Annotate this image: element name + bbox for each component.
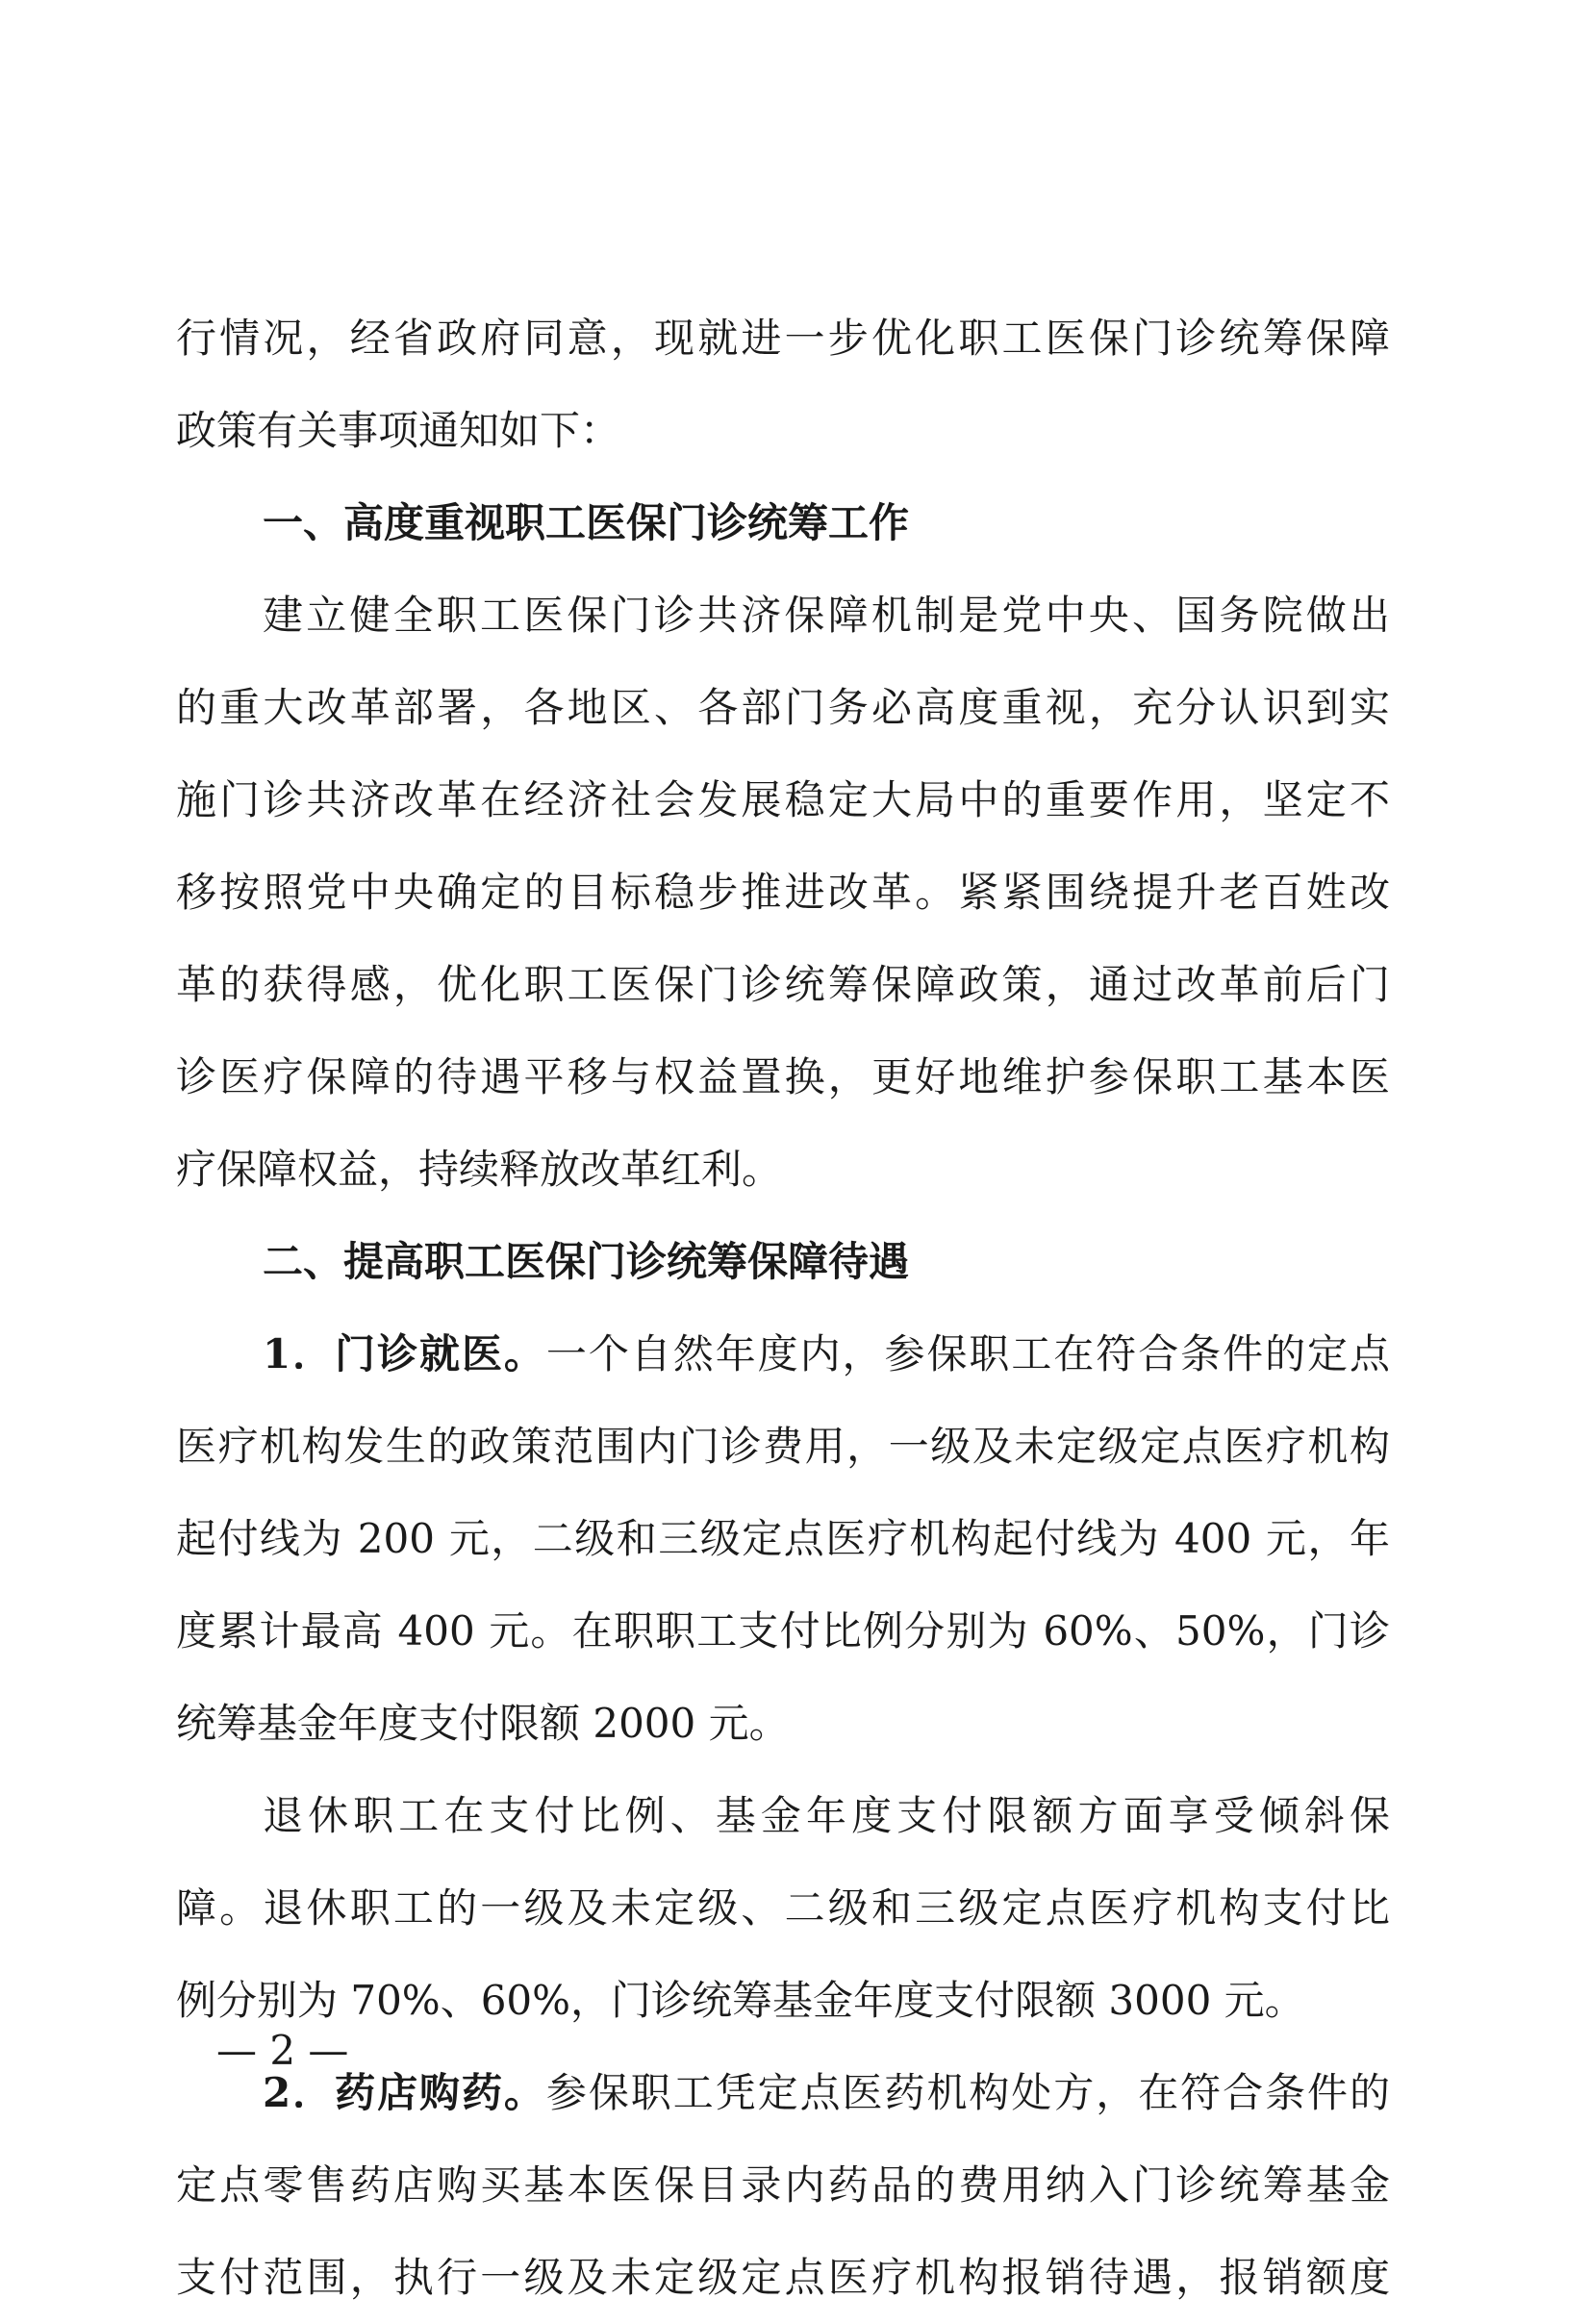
paragraph-line: 支付范围，执行一级及未定级定点医疗机构报销待遇，报销额度	[176, 2254, 1390, 2301]
item-title-pharmacy: 2．药店购药。	[263, 2069, 546, 2116]
paragraph-line: 建立健全职工医保门诊共济保障机制是党中央、国务院做出	[263, 592, 1390, 639]
paragraph-line: 退休职工在支付比例、基金年度支付限额方面享受倾斜保	[263, 1792, 1390, 1839]
paragraph-line: 疗保障权益，持续释放改革红利。	[176, 1146, 783, 1193]
paragraph-line: 诊医疗保障的待遇平移与权益置换，更好地维护参保职工基本医	[176, 1053, 1390, 1100]
paragraph-line: 革的获得感，优化职工医保门诊统筹保障政策，通过改革前后门	[176, 961, 1390, 1008]
paragraph-line	[176, 1308, 1390, 1401]
paragraph-line: 行情况，经省政府同意，现就进一步优化职工医保门诊统筹保障	[176, 315, 1390, 362]
paragraph-line	[176, 2047, 1390, 2139]
paragraph-line: 医疗机构发生的政策范围内门诊费用，一级及未定级定点医疗机构	[176, 1423, 1390, 1470]
item-title-outpatient: 1．门诊就医。	[263, 1330, 546, 1377]
paragraph-line: 障。退休职工的一级及未定级、二级和三级定点医疗机构支付比	[176, 1884, 1390, 1932]
item-text: 参保职工凭定点医药机构处方，在符合条件的	[545, 2069, 1390, 2116]
paragraph-line: 例分别为 70%、60%，门诊统筹基金年度支付限额 3000 元。	[176, 1977, 1305, 2024]
paragraph-line: 的重大改革部署，各地区、各部门务必高度重视，充分认识到实	[176, 684, 1390, 731]
paragraph-line: 度累计最高 400 元。在职职工支付比例分别为 60%、50%，门诊	[176, 1607, 1390, 1655]
item-text: 一个自然年度内，参保职工在符合条件的定点	[545, 1330, 1390, 1377]
paragraph-line: 定点零售药店购买基本医保目录内药品的费用纳入门诊统筹基金	[176, 2161, 1390, 2209]
section-heading-2: 二、提高职工医保门诊统筹保障待遇	[263, 1238, 910, 1285]
paragraph-line: 移按照党中央确定的目标稳步推进改革。紧紧围绕提升老百姓改	[176, 869, 1390, 916]
page-number: — 2 —	[216, 2027, 349, 2074]
paragraph-line: 施门诊共济改革在经济社会发展稳定大局中的重要作用，坚定不	[176, 776, 1390, 823]
paragraph-line: 统筹基金年度支付限额 2000 元。	[176, 1700, 790, 1747]
paragraph-line: 起付线为 200 元，二级和三级定点医疗机构起付线为 400 元，年	[176, 1515, 1390, 1562]
section-heading-1: 一、高度重视职工医保门诊统筹工作	[263, 499, 910, 546]
paragraph-line: 政策有关事项通知如下：	[176, 407, 621, 454]
document-body	[176, 292, 1390, 2324]
